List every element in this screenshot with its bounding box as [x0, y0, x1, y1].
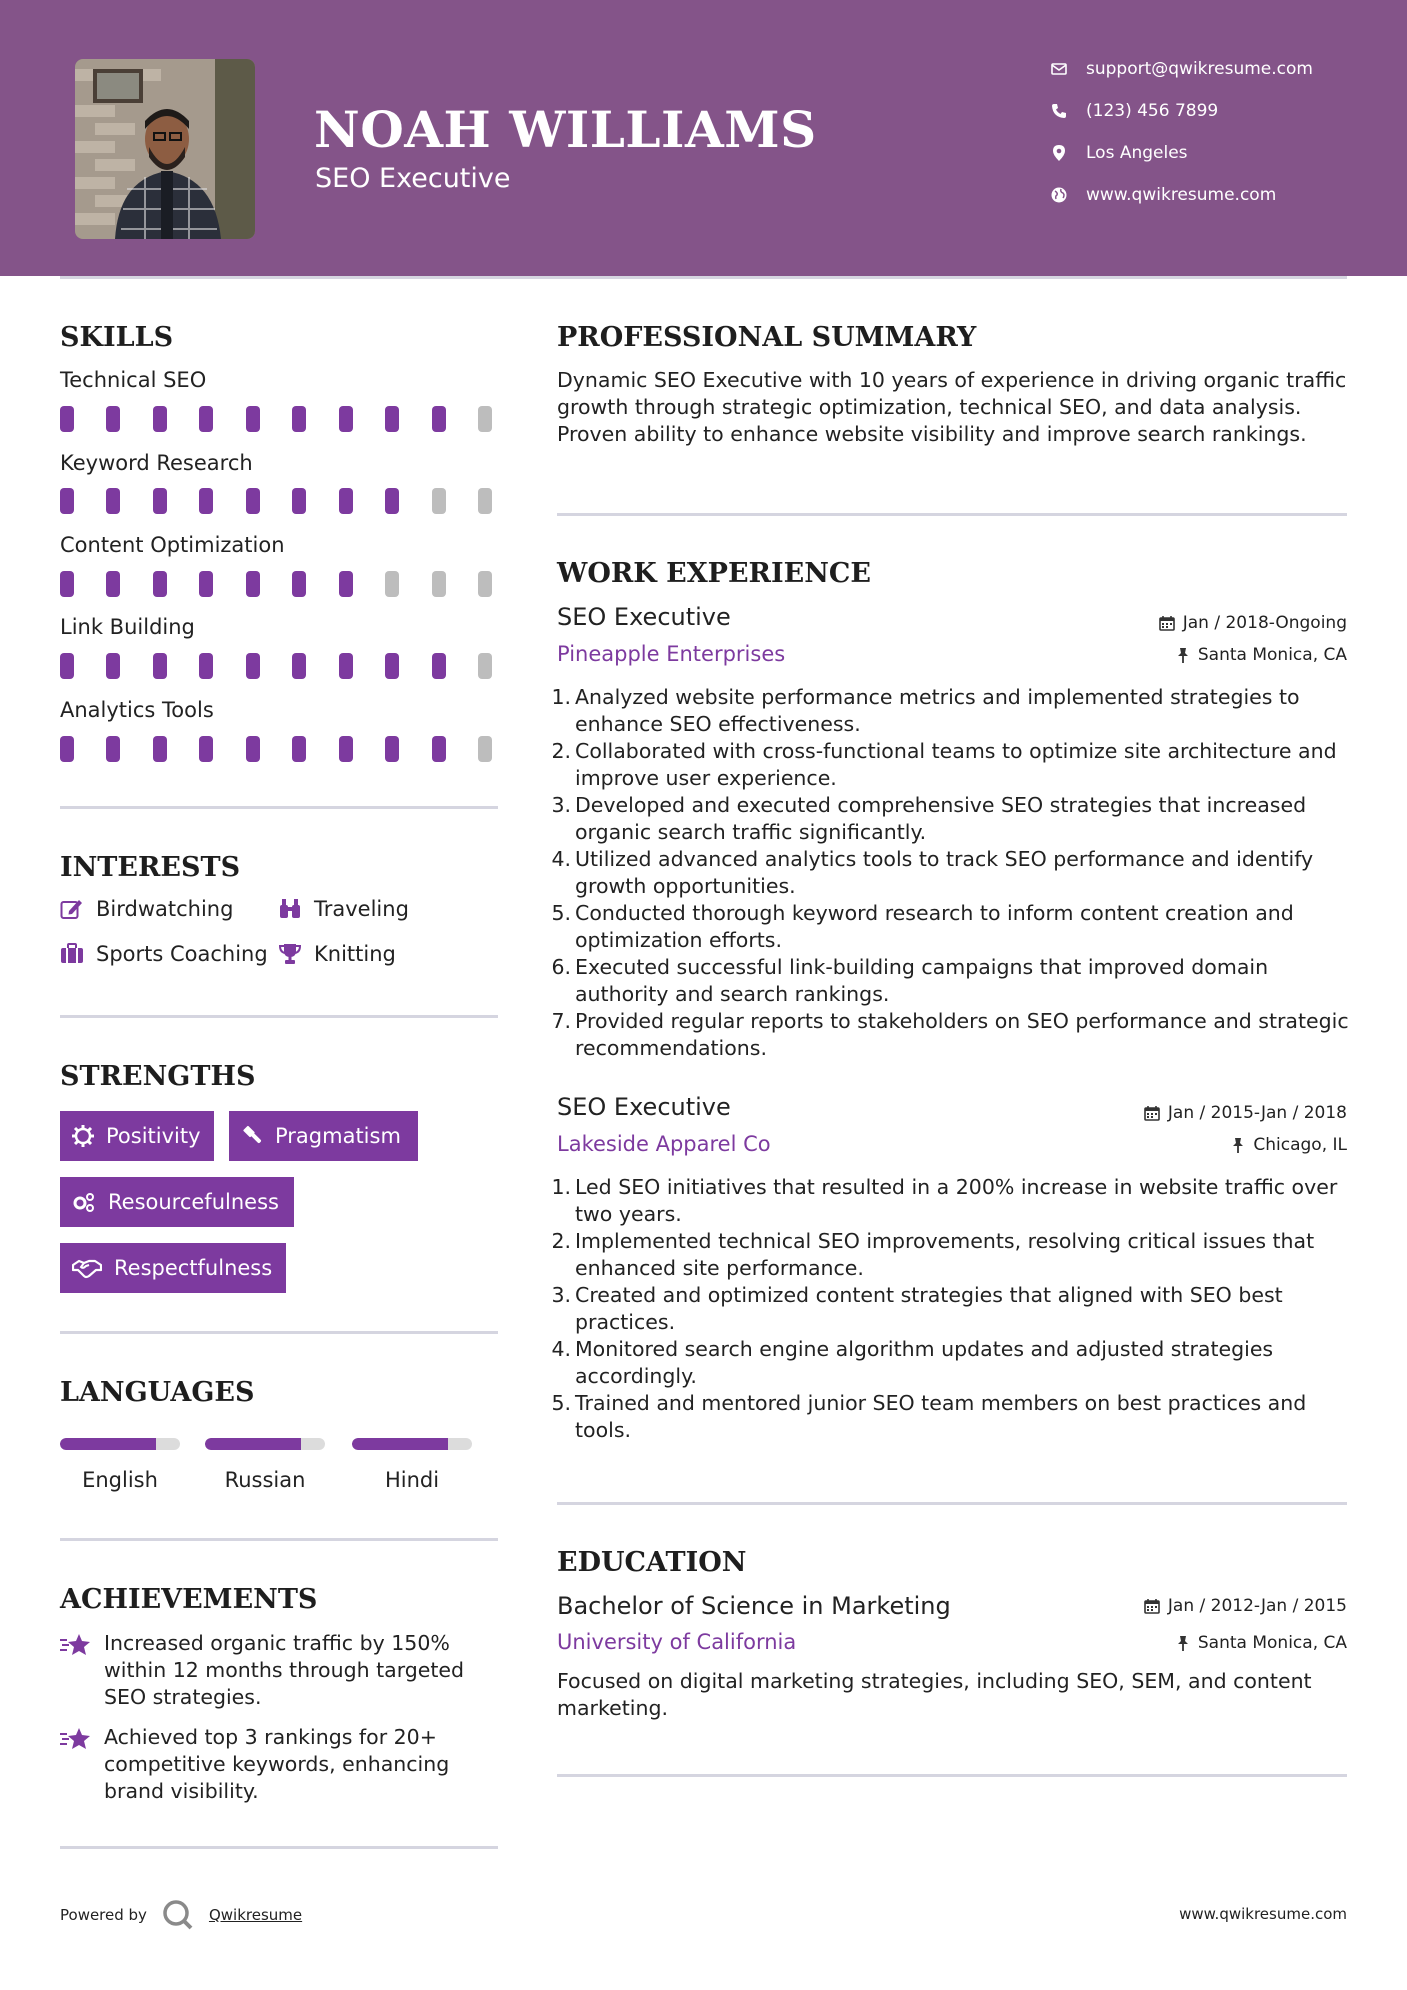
skill-dot-filled [385, 653, 399, 679]
strength-label: Resourcefulness [108, 1190, 279, 1214]
job-location [1231, 1135, 1347, 1155]
achievement-text: Achieved top 3 rankings for 20+ competitive keywords, enhancing brand visibility. [104, 1725, 450, 1803]
skill-rating [60, 488, 500, 514]
education-description: Focused on digital marketing strategies, including SEO, SEM, and content marketing. [557, 1669, 1312, 1720]
calendar-icon [1159, 615, 1175, 631]
language-label: Hindi [384, 1468, 440, 1492]
skill-dot-filled [60, 736, 74, 762]
skill-dot-filled [385, 736, 399, 762]
skill-dot-filled [106, 488, 120, 514]
skill-dot-filled [199, 406, 213, 432]
job-dates [1159, 613, 1347, 633]
skill-dot-filled [60, 406, 74, 432]
skill-dot-filled [292, 488, 306, 514]
section-divider [60, 806, 498, 809]
section-divider [557, 1502, 1347, 1505]
job-title: SEO Executive [557, 1093, 731, 1121]
pushpin-icon [1231, 1137, 1245, 1153]
duty-item: 1. Led SEO initiatives that resulted in a 200% increase in website traffic over two years. [551, 1175, 1338, 1226]
skill-dot-filled [339, 406, 353, 432]
contact-email-text: support@qwikresume.com [1086, 59, 1313, 79]
skill-dot-filled [385, 406, 399, 432]
duty-item: 4. Monitored search engine algorithm updates and adjusted strategies accordingly. [551, 1337, 1274, 1388]
footer-website[interactable]: www.qwikresume.com [1179, 1905, 1347, 1923]
skill-dot-empty [478, 488, 492, 514]
header-divider [60, 276, 1347, 279]
pushpin-icon [1176, 647, 1190, 663]
interest-item [278, 897, 409, 921]
duty-item: 1. Analyzed website performance metrics and implemented strategies to enhance SEO effectiveness. [551, 685, 1300, 736]
interest-label: Birdwatching [96, 897, 234, 921]
contact-location [1050, 138, 1188, 168]
candidate-name: NOAH WILLIAMS [314, 100, 817, 159]
achievements-heading: ACHIEVEMENTS [60, 1584, 318, 1615]
education-location-text: Santa Monica, CA [1197, 1633, 1347, 1653]
skill-dot-filled [246, 653, 260, 679]
section-divider [557, 513, 1347, 516]
footer-powered-by [60, 1898, 302, 1932]
skill-dot-filled [246, 736, 260, 762]
language-label: English [82, 1468, 158, 1492]
job-dates [1144, 1103, 1347, 1123]
education-location [1176, 1633, 1347, 1653]
calendar-icon [1144, 1598, 1160, 1614]
gear-icon [72, 1125, 94, 1147]
skill-dot-filled [339, 571, 353, 597]
skill-dot-filled [153, 653, 167, 679]
skill-dot-filled [432, 736, 446, 762]
skill-dot-filled [199, 571, 213, 597]
language-bar [60, 1438, 180, 1450]
company-name: Lakeside Apparel Co [557, 1132, 771, 1156]
summary-text: Dynamic SEO Executive with 10 years of experience in driving organic traffic growth through strategic optimization, technical SEO, and data analysis. Proven ability to enhance website visibility and improve search rankings. [557, 368, 1347, 446]
binoculars-icon [278, 898, 302, 920]
skill-dot-filled [199, 653, 213, 679]
skill-dot-filled [153, 406, 167, 432]
skill-dot-empty [432, 571, 446, 597]
education-dates-text: Jan / 2012-Jan / 2015 [1167, 1596, 1347, 1616]
interest-item [60, 942, 268, 966]
job-location-text: Santa Monica, CA [1197, 645, 1347, 665]
skill-rating [60, 736, 500, 762]
skill-rating [60, 406, 500, 432]
language-bar [205, 1438, 325, 1450]
skill-dot-filled [199, 488, 213, 514]
contact-email[interactable] [1050, 54, 1313, 84]
skill-dot-filled [60, 653, 74, 679]
section-divider [60, 1846, 498, 1849]
education-heading: EDUCATION [557, 1547, 747, 1578]
star-icon [60, 1726, 92, 1752]
job-dates-text: Jan / 2015-Jan / 2018 [1167, 1103, 1347, 1123]
strength-chip [60, 1243, 286, 1293]
skill-dot-filled [246, 488, 260, 514]
duty-item: 2. Implemented technical SEO improvements, resolving critical issues that enhanced site performance. [551, 1229, 1315, 1280]
skill-dot-empty [478, 653, 492, 679]
duty-item: 2. Collaborated with cross-functional teams to optimize site architecture and improve user experience. [551, 739, 1337, 790]
duty-item: 6. Executed successful link-building campaigns that improved domain authority and search rankings. [551, 955, 1269, 1006]
section-divider [60, 1015, 498, 1018]
skill-dot-empty [478, 571, 492, 597]
skill-dot-filled [339, 488, 353, 514]
skill-dot-filled [432, 406, 446, 432]
qwikresume-link[interactable]: Qwikresume [208, 1906, 303, 1924]
contact-website-text: www.qwikresume.com [1086, 185, 1277, 205]
skill-rating [60, 653, 500, 679]
skill-dot-filled [106, 653, 120, 679]
contact-location-text: Los Angeles [1086, 143, 1188, 163]
language-bar [352, 1438, 472, 1450]
gavel-icon [241, 1125, 263, 1147]
achievement-item [60, 1724, 500, 1805]
languages-heading: LANGUAGES [60, 1377, 255, 1408]
cogs-icon [72, 1191, 96, 1213]
pushpin-icon [1176, 1635, 1190, 1651]
skill-rating [60, 571, 500, 597]
interest-label: Knitting [314, 942, 396, 966]
strength-label: Pragmatism [275, 1124, 401, 1148]
contact-website[interactable] [1050, 180, 1276, 210]
interest-item [278, 942, 396, 966]
section-divider [557, 1774, 1347, 1777]
resume-header [0, 0, 1407, 276]
skill-label: Keyword Research [60, 451, 253, 475]
job-title: SEO Executive [557, 603, 731, 631]
strength-label: Positivity [106, 1124, 201, 1148]
skill-dot-empty [478, 736, 492, 762]
duty-list [551, 1174, 1357, 1444]
achievement-text: Increased organic traffic by 150% within 12 months through targeted SEO strategies. [104, 1631, 465, 1709]
skill-dot-filled [106, 736, 120, 762]
phone-icon [1050, 102, 1068, 120]
skill-label: Analytics Tools [60, 698, 214, 722]
degree-title: Bachelor of Science in Marketing [557, 1592, 951, 1620]
globe-icon [1050, 186, 1068, 204]
briefcase-icon [60, 943, 84, 965]
strength-chip [229, 1111, 418, 1161]
candidate-role: SEO Executive [315, 163, 511, 194]
qwikresume-logo-icon [161, 1898, 195, 1932]
strengths-heading: STRENGTHS [60, 1061, 256, 1092]
skill-label: Link Building [60, 615, 195, 639]
handshake-icon [72, 1257, 102, 1279]
education-dates [1144, 1596, 1347, 1616]
profile-photo [75, 59, 255, 239]
skills-heading: SKILLS [60, 322, 174, 353]
strength-chip [60, 1177, 294, 1227]
skill-dot-filled [339, 736, 353, 762]
interest-item [60, 897, 233, 921]
calendar-icon [1144, 1105, 1160, 1121]
skill-dot-filled [292, 406, 306, 432]
skill-dot-filled [246, 571, 260, 597]
edit-icon [60, 898, 84, 920]
duty-item: 4. Utilized advanced analytics tools to track SEO performance and identify growth opportunities. [551, 847, 1314, 898]
strength-chip [60, 1111, 214, 1161]
school-name: University of California [557, 1630, 797, 1654]
language-label: Russian [224, 1468, 306, 1492]
skill-dot-filled [432, 653, 446, 679]
interest-label: Traveling [314, 897, 409, 921]
skill-label: Content Optimization [60, 533, 285, 557]
skill-dot-empty [385, 571, 399, 597]
experience-heading: WORK EXPERIENCE [557, 558, 871, 589]
skill-dot-filled [60, 571, 74, 597]
section-divider [60, 1538, 498, 1541]
skill-label: Technical SEO [60, 368, 207, 392]
contact-phone[interactable] [1050, 96, 1218, 126]
summary-heading: PROFESSIONAL SUMMARY [557, 322, 977, 353]
skill-dot-filled [199, 736, 213, 762]
skill-dot-filled [385, 488, 399, 514]
skill-dot-filled [153, 571, 167, 597]
powered-by-text: Powered by [60, 1906, 147, 1924]
skill-dot-filled [292, 653, 306, 679]
duty-item: 7. Provided regular reports to stakeholders on SEO performance and strategic recommendations. [551, 1009, 1349, 1060]
strength-label: Respectfulness [114, 1256, 273, 1280]
skill-dot-filled [153, 488, 167, 514]
interests-heading: INTERESTS [60, 852, 241, 883]
location-pin-icon [1050, 144, 1068, 162]
skill-dot-filled [106, 571, 120, 597]
company-name: Pineapple Enterprises [557, 642, 786, 666]
skill-dot-filled [292, 571, 306, 597]
duty-item: 3. Created and optimized content strategies that aligned with SEO best practices. [551, 1283, 1283, 1334]
duty-item: 3. Developed and executed comprehensive SEO strategies that increased organic search traffic significantly. [551, 793, 1307, 844]
skill-dot-filled [106, 406, 120, 432]
job-dates-text: Jan / 2018-Ongoing [1182, 613, 1347, 633]
skill-dot-filled [292, 736, 306, 762]
skill-dot-filled [339, 653, 353, 679]
skill-dot-empty [432, 488, 446, 514]
skill-dot-filled [60, 488, 74, 514]
interest-label: Sports Coaching [96, 942, 268, 966]
job-location [1176, 645, 1347, 665]
section-divider [60, 1331, 498, 1334]
duty-list [551, 684, 1357, 1062]
skill-dot-empty [478, 406, 492, 432]
envelope-icon [1050, 60, 1068, 78]
duty-item: 5. Trained and mentored junior SEO team members on best practices and tools. [551, 1391, 1307, 1442]
skill-dot-filled [153, 736, 167, 762]
job-location-text: Chicago, IL [1253, 1135, 1347, 1155]
skill-dot-filled [246, 406, 260, 432]
achievement-item [60, 1630, 500, 1711]
trophy-icon [278, 943, 302, 965]
contact-phone-text: (123) 456 7899 [1086, 101, 1219, 121]
star-icon [60, 1632, 92, 1658]
duty-item: 5. Conducted thorough keyword research to inform content creation and optimization efforts. [551, 901, 1294, 952]
